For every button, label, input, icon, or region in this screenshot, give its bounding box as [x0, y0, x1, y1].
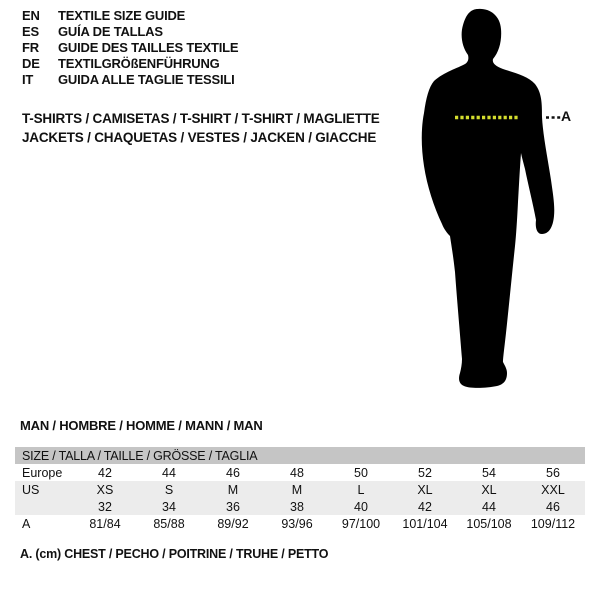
size-cell: 54: [482, 465, 496, 480]
language-row: [22, 23, 238, 39]
size-row-label: A: [22, 516, 31, 531]
category-lines: [22, 109, 380, 147]
size-cell: XXL: [521, 481, 585, 498]
size-cell: 97/100: [341, 516, 381, 531]
size-cell: 40: [329, 498, 393, 515]
size-cell: 46: [226, 465, 240, 480]
size-cell: 50: [354, 465, 368, 480]
size-table: [15, 447, 585, 532]
language-label: GUÍA DE TALLAS: [58, 23, 163, 39]
table-row: [15, 515, 585, 532]
size-cell: 109/112: [530, 516, 576, 531]
size-table-header-row: [15, 447, 585, 464]
category-line-jackets: JACKETS / CHAQUETAS / VESTES / JACKEN / GIACCHE: [22, 130, 377, 145]
size-row-label: Europe: [22, 465, 63, 480]
man-silhouette: [415, 0, 600, 410]
size-cell: 36: [201, 498, 265, 515]
size-cell: 32: [73, 498, 137, 515]
size-cell: 44: [162, 465, 176, 480]
size-row-label: US: [15, 481, 73, 498]
size-cell: 56: [546, 465, 560, 480]
language-label: GUIDE DES TAILLES TEXTILE: [58, 39, 239, 55]
size-cell: 44: [457, 498, 521, 515]
category-line-tshirts: T-SHIRTS / CAMISETAS / T-SHIRT / T-SHIRT / MAGLIETTE: [22, 111, 380, 126]
language-code: ES: [22, 23, 39, 39]
size-row-label: [15, 498, 73, 515]
size-cell: 52: [418, 465, 432, 480]
size-cell: XL: [457, 481, 521, 498]
size-cell: 46: [521, 498, 585, 515]
language-list: [22, 7, 238, 87]
table-row: [15, 498, 585, 515]
language-row: [22, 55, 238, 71]
table-row: [15, 464, 585, 481]
size-cell: 42: [393, 498, 457, 515]
size-cell: 42: [98, 465, 112, 480]
language-code: FR: [22, 39, 39, 55]
section-title-man: MAN / HOMBRE / HOMME / MANN / MAN: [20, 418, 263, 433]
size-cell: 34: [137, 498, 201, 515]
language-code: DE: [22, 55, 40, 71]
table-row: [15, 481, 585, 498]
size-cell: 81/84: [89, 516, 121, 531]
language-code: IT: [22, 71, 34, 87]
size-cell: 38: [265, 498, 329, 515]
size-cell: M: [265, 481, 329, 498]
man-silhouette-path: [422, 9, 555, 388]
size-cell: S: [137, 481, 201, 498]
language-code: EN: [22, 7, 40, 23]
size-cell: 101/104: [402, 516, 448, 531]
language-row: [22, 39, 238, 55]
language-label: TEXTILGRÖßENFÜHRUNG: [58, 55, 220, 71]
size-table-header: SIZE / TALLA / TAILLE / GRÖSSE / TAGLIA: [15, 447, 585, 464]
size-cell: 48: [290, 465, 304, 480]
size-cell: 93/96: [281, 516, 313, 531]
language-label: TEXTILE SIZE GUIDE: [58, 7, 186, 23]
size-cell: 85/88: [153, 516, 185, 531]
size-cell: L: [329, 481, 393, 498]
language-row: [22, 7, 238, 23]
measurement-a-label: A: [561, 108, 572, 124]
size-cell: 89/92: [217, 516, 249, 531]
language-row: [22, 71, 238, 87]
size-cell: XS: [73, 481, 137, 498]
size-cell: XL: [393, 481, 457, 498]
size-cell: M: [201, 481, 265, 498]
language-label: GUIDA ALLE TAGLIE TESSILI: [58, 71, 235, 87]
size-cell: 105/108: [466, 516, 512, 531]
man-silhouette-figure: [415, 0, 600, 410]
measurement-footnote: A. (cm) CHEST / PECHO / POITRINE / TRUHE / PETTO: [20, 547, 329, 561]
